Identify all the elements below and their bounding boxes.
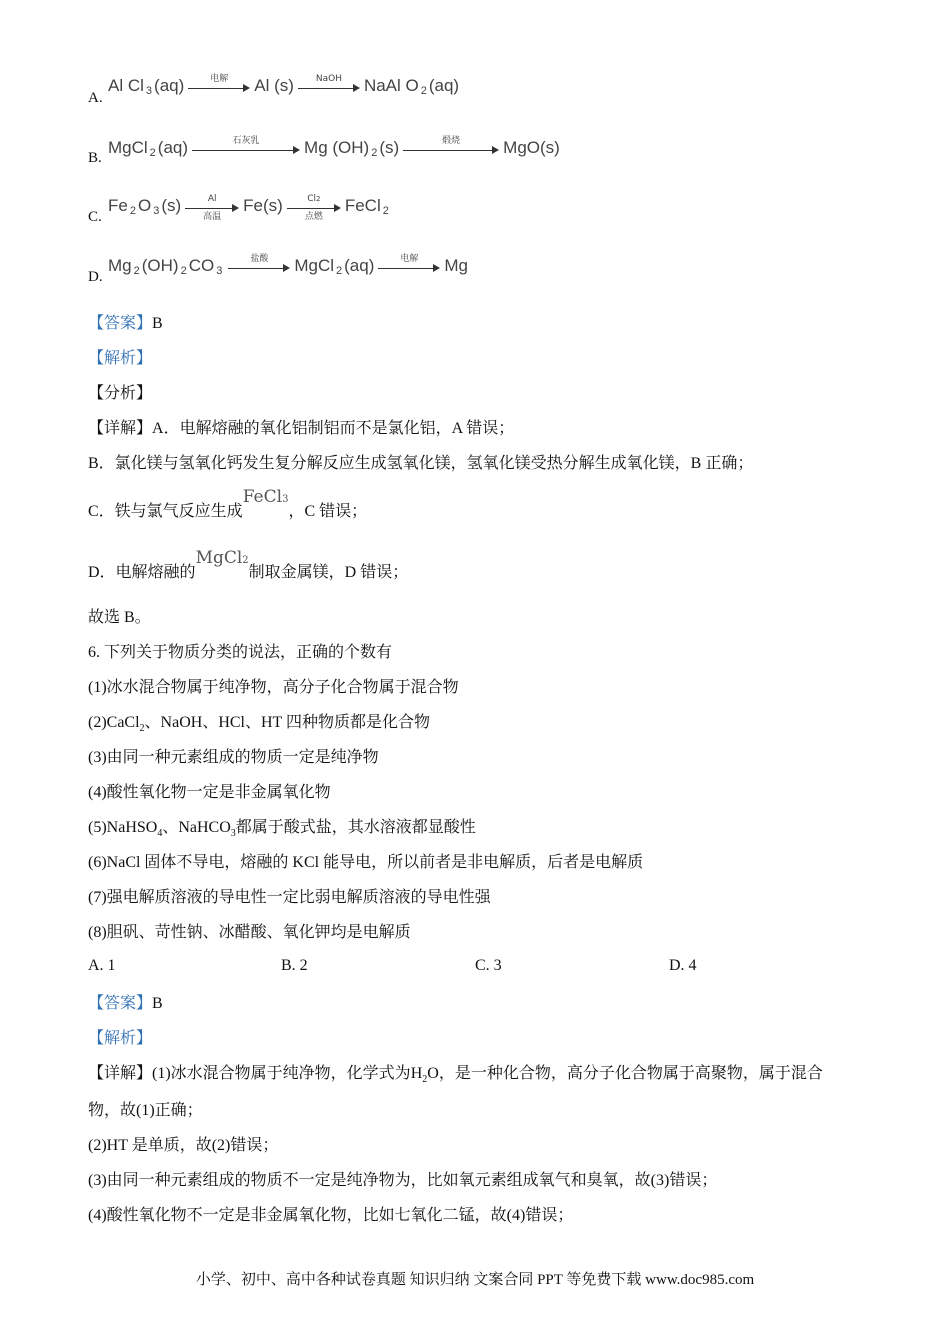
detail-tag: 【详解】 <box>88 420 153 437</box>
q6-choice-d: D. 4 <box>669 957 697 974</box>
q6-statement-4: (4)酸性氧化物一定是非金属氧化物 <box>88 784 331 801</box>
state-text: (aq) <box>154 76 185 95</box>
q6-statement-6: (6)NaCl 固体不导电，熔融的 KCl 能导电，所以前者是非电解质，后者是电解质 <box>88 854 644 871</box>
subscript: 2 <box>133 265 140 277</box>
arrow-condition: 盐酸 <box>250 254 269 264</box>
formula-text: FeCl <box>344 196 381 215</box>
q6-detail-3: (2)HT 是单质，故(2)错误； <box>88 1137 279 1154</box>
q5-detail-d <box>88 548 409 586</box>
q5-answer <box>88 313 163 335</box>
arrow-icon <box>228 264 290 272</box>
q6-stem: 6. 下列关于物质分类的说法，正确的个数有 <box>88 644 393 661</box>
q6-choice-b: B. 2 <box>281 957 308 974</box>
formula-fecl3 <box>243 487 289 507</box>
q6-choice-a: A. 1 <box>88 957 116 974</box>
option-b-label: B. <box>88 150 102 166</box>
page-footer: 小学、初中、高中各种试卷真题 知识归纳 文案合同 PPT 等免费下载 www.doc985.com <box>195 1272 755 1288</box>
detail-text: 制取金属镁，D 错误； <box>248 564 409 581</box>
q6-statement-5 <box>88 817 476 845</box>
arrow-icon <box>192 146 300 154</box>
subscript: 2 <box>336 265 343 277</box>
arrow-condition: Al <box>207 194 217 204</box>
formula-mgcl2 <box>196 548 249 568</box>
q6-statement-1: (1)冰水混合物属于纯净物，高分子化合物属于混合物 <box>88 679 459 696</box>
detail-text: A．电解熔融的氧化铝制铝而不是氯化铝，A 错误； <box>152 420 515 437</box>
reaction-arrow <box>185 194 239 222</box>
subscript: 2 <box>382 205 389 217</box>
arrow-icon <box>403 146 499 154</box>
option-c-equation <box>108 196 391 224</box>
formula-text: Al (s) <box>254 76 294 95</box>
statement-text: 、NaOH、HCl、HT 四种物质都是化合物 <box>144 714 431 731</box>
subscript: 2 <box>139 723 145 735</box>
formula-text: Al Cl <box>108 76 144 95</box>
reaction-arrow <box>378 254 440 272</box>
detail-tag: 【详解】 <box>88 1065 153 1082</box>
detail-text: D．电解熔融的 <box>88 564 196 581</box>
q5-detail-b: B．氯化镁与氢氧化钙发生复分解反应生成氢氧化镁，氢氧化镁受热分解生成氧化镁，B 正确； <box>88 455 754 472</box>
q5-conclusion: 故选 B。 <box>88 609 151 626</box>
detail-text: C．铁与氯气反应生成 <box>88 503 243 520</box>
formula-text: Fe <box>108 196 128 215</box>
q6-statement-3: (3)由同一种元素组成的物质一定是纯净物 <box>88 749 379 766</box>
option-b-equation <box>108 138 560 158</box>
state-text: (aq) <box>428 76 460 95</box>
reaction-arrow <box>192 136 300 154</box>
answer-tag: 【答案】 <box>88 995 153 1012</box>
arrow-condition: 石灰乳 <box>232 136 260 146</box>
q6-detail-1 <box>88 1063 823 1091</box>
arrow-icon <box>298 84 360 92</box>
subscript: 2 <box>242 555 249 566</box>
formula-text: MgCl <box>108 138 148 157</box>
option-d-label: D. <box>88 269 103 285</box>
formula-text: MgO(s) <box>503 138 560 157</box>
arrow-icon <box>287 204 341 212</box>
formula-text: FeCl <box>242 487 283 507</box>
statement-text: (2)CaCl <box>88 714 140 731</box>
formula-text: MgCl <box>294 256 334 275</box>
state-text: (s) <box>379 138 400 157</box>
statement-text: 都属于酸式盐，其水溶液都显酸性 <box>235 819 476 836</box>
subscript: 2 <box>420 85 427 97</box>
q6-detail-2: 物，故(1)正确； <box>88 1102 203 1119</box>
arrow-icon <box>185 204 239 212</box>
option-a-label: A. <box>88 90 103 106</box>
q5-detail-a <box>88 418 514 440</box>
formula-text: (OH) <box>141 256 179 275</box>
q5-fenxi-tag: 【分析】 <box>88 385 153 402</box>
formula-text: Mg (OH) <box>304 138 370 157</box>
q6-statement-7: (7)强电解质溶液的导电性一定比弱电解质溶液的导电性强 <box>88 889 491 906</box>
arrow-condition: 点燃 <box>304 212 323 222</box>
formula-text: NaAl O <box>363 76 419 95</box>
formula-text: H <box>410 1065 423 1082</box>
detail-text: ，是一种化合物，高分子化合物属于高聚物，属于混合 <box>438 1065 823 1082</box>
answer-value: B <box>152 315 163 332</box>
formula-text: Mg <box>108 256 132 275</box>
q6-statement-2 <box>88 712 430 740</box>
subscript: 3 <box>282 494 289 505</box>
formula-text: O <box>137 196 152 215</box>
option-d-equation <box>108 256 468 276</box>
answer-value: B <box>152 995 163 1012</box>
subscript: 4 <box>157 828 163 840</box>
q6-detail-4: (3)由同一种元素组成的物质不一定是纯净物为，比如氧元素组成氧气和臭氧，故(3)错误； <box>88 1172 718 1189</box>
q6-jiexi-tag: 【解析】 <box>88 1030 153 1047</box>
arrow-condition: 煅烧 <box>442 136 461 146</box>
statement-text: (5)NaHSO <box>88 819 158 836</box>
subscript: 2 <box>180 265 187 277</box>
arrow-condition <box>307 194 320 204</box>
q6-choice-c: C. 3 <box>475 957 502 974</box>
formula-text: Fe(s) <box>243 196 283 215</box>
state-text: (aq) <box>344 256 375 275</box>
state-text: (aq) <box>157 138 189 157</box>
formula-text: MgCl <box>195 548 243 568</box>
formula-text: O <box>427 1065 439 1082</box>
subscript: 3 <box>216 265 223 277</box>
subscript: 2 <box>315 195 321 203</box>
q6-statement-8: (8)胆矾、苛性钠、冰醋酸、氧化钾均是电解质 <box>88 924 411 941</box>
condition-text: Cl <box>307 194 316 204</box>
reaction-arrow <box>403 136 499 154</box>
subscript: 3 <box>230 828 236 840</box>
formula-text: CO <box>188 256 215 275</box>
arrow-condition: 电解 <box>400 254 419 264</box>
detail-text: (1)冰水混合物属于纯净物，化学式为 <box>152 1065 411 1082</box>
formula-text: Mg <box>444 256 468 275</box>
subscript: 2 <box>129 205 136 217</box>
option-c-label: C. <box>88 209 102 225</box>
arrow-condition: 高温 <box>203 212 222 222</box>
reaction-arrow <box>188 74 250 92</box>
q5-detail-c <box>88 487 368 525</box>
subscript: 2 <box>422 1074 428 1086</box>
arrow-condition: 电解 <box>210 74 229 84</box>
option-a-equation <box>108 76 459 96</box>
arrow-icon <box>378 264 440 272</box>
q6-answer <box>88 993 163 1015</box>
q5-jiexi-tag: 【解析】 <box>88 350 153 367</box>
detail-text: ，C 错误； <box>288 503 368 520</box>
subscript: 2 <box>371 147 378 159</box>
subscript: 3 <box>145 85 153 97</box>
subscript: 3 <box>153 205 160 217</box>
arrow-condition: NaOH <box>315 74 342 84</box>
state-text: (s) <box>161 196 182 215</box>
reaction-arrow <box>228 254 290 272</box>
answer-tag: 【答案】 <box>88 315 153 332</box>
statement-text: 、NaHCO <box>162 819 231 836</box>
reaction-arrow <box>298 74 360 92</box>
arrow-icon <box>188 84 250 92</box>
reaction-arrow <box>287 194 341 222</box>
subscript: 2 <box>149 147 156 159</box>
q6-detail-5: (4)酸性氧化物不一定是非金属氧化物，比如七氧化二锰，故(4)错误； <box>88 1207 574 1224</box>
